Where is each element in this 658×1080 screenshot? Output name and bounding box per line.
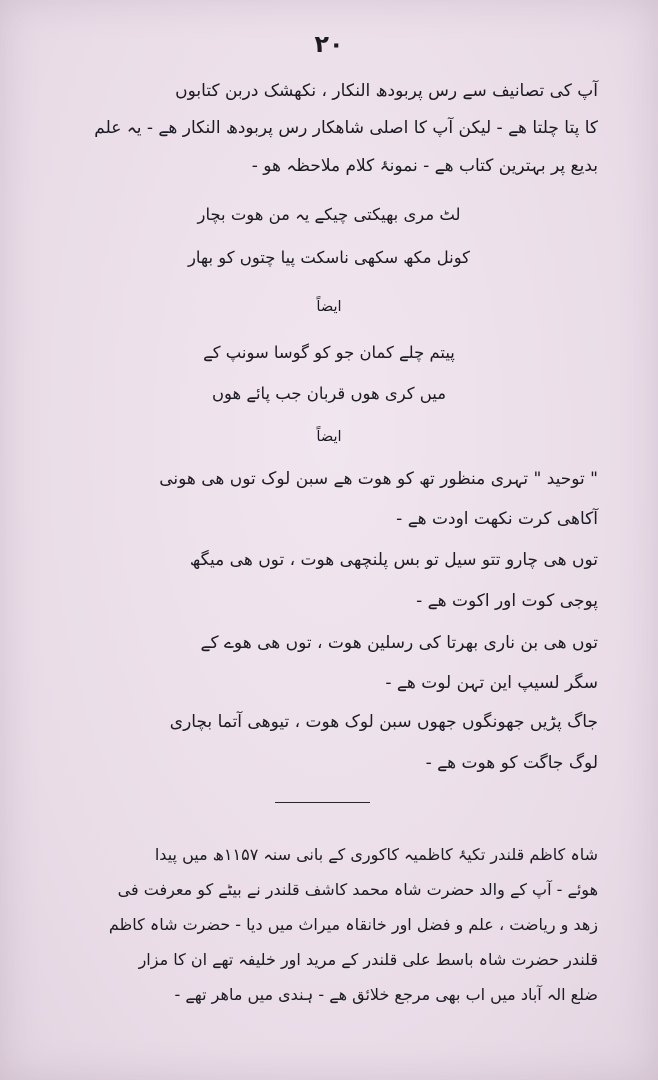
prose2-line-2: پوجی کوت اور اکوت ھے - bbox=[416, 591, 598, 611]
bio-line-4: قلندر حضرت شاہ باسط علی قلندر کے مرید اور خلیفہ تھے ان کا مزار bbox=[138, 950, 598, 969]
para1-line-2: کا پتا چلتا ھے - لیکن آپ کا اصلی شاھکار رس پربودھ النکار ھے - یہ علم bbox=[94, 118, 598, 138]
prose3-line-1: توں ھی بن ناری بھرتا کی رسلین ھوت ، توں ھی ھوے کے bbox=[200, 633, 598, 653]
para1-line-1: آپ کی تصانیف سے رس پربودھ النکار ، نکھشک دربن کتابوں bbox=[175, 81, 598, 101]
bio-line-2: ھوئے - آپ کے والد حضرت شاہ محمد کاشف قلندر نے بیٹے کو معرفت فی bbox=[117, 880, 598, 899]
bio-line-1: شاہ کاظم قلندر تکیۂ کاظمیہ کاکوری کے بانی سنہ ۱۱۵۷ھ میں پیدا bbox=[154, 845, 598, 864]
prose2-line-1: توں ھی چارو تتو سیل تو بس پلنچھی ھوت ، توں ھی میگھ bbox=[189, 550, 598, 570]
verse1-line-2: کونل مکھ سکھی ناسکت پیا چتوں کو بھار bbox=[188, 248, 470, 267]
bio-line-3: زھد و ریاضت ، علم و فضل اور خانقاہ میراث میں دیا - حضرت شاہ کاظم bbox=[108, 915, 598, 934]
prose4-line-2: لوگ جاگت کو ھوت ھے - bbox=[425, 753, 598, 773]
prose3-line-2: سگر لسیپ این تہن لوت ھے - bbox=[385, 673, 598, 693]
verse2-line-1: پیتم چلے کمان جو کو گوسا سونپ کے bbox=[203, 343, 455, 362]
verse2-line-2: میں کری ھوں قربان جب پائے ھوں bbox=[211, 384, 447, 403]
verse1-line-1: لٹ مری بھیکتی چیکے یہ من ھوت بچار bbox=[197, 205, 461, 224]
para1-line-3: بدیع پر بہترین کتاب ھے - نمونۂ کلام ملاحظہ ھو - bbox=[251, 156, 598, 176]
prose4-line-1: جاگ پڑیں جھونگوں جھوں سبن لوک ھوت ، تیوھی آتما بچاری bbox=[169, 712, 598, 732]
bio-line-5: ضلع الہ آباد میں اب بھی مرجع خلائق ھے - ہندی میں ماھر تھے - bbox=[174, 985, 598, 1004]
prose1-line-2: آکاھی کرت نکھت اودت ھے - bbox=[396, 509, 598, 529]
aizan-heading-2: ایضاً bbox=[316, 428, 342, 445]
aizan-heading-1: ایضاً bbox=[316, 298, 342, 315]
page-number: ۲۰ bbox=[314, 30, 344, 58]
section-divider bbox=[275, 802, 370, 803]
prose1-line-1: " توحید " تہری منظور تھ کو ھوت ھے سبن لوک توں ھی ھونی bbox=[159, 469, 598, 489]
